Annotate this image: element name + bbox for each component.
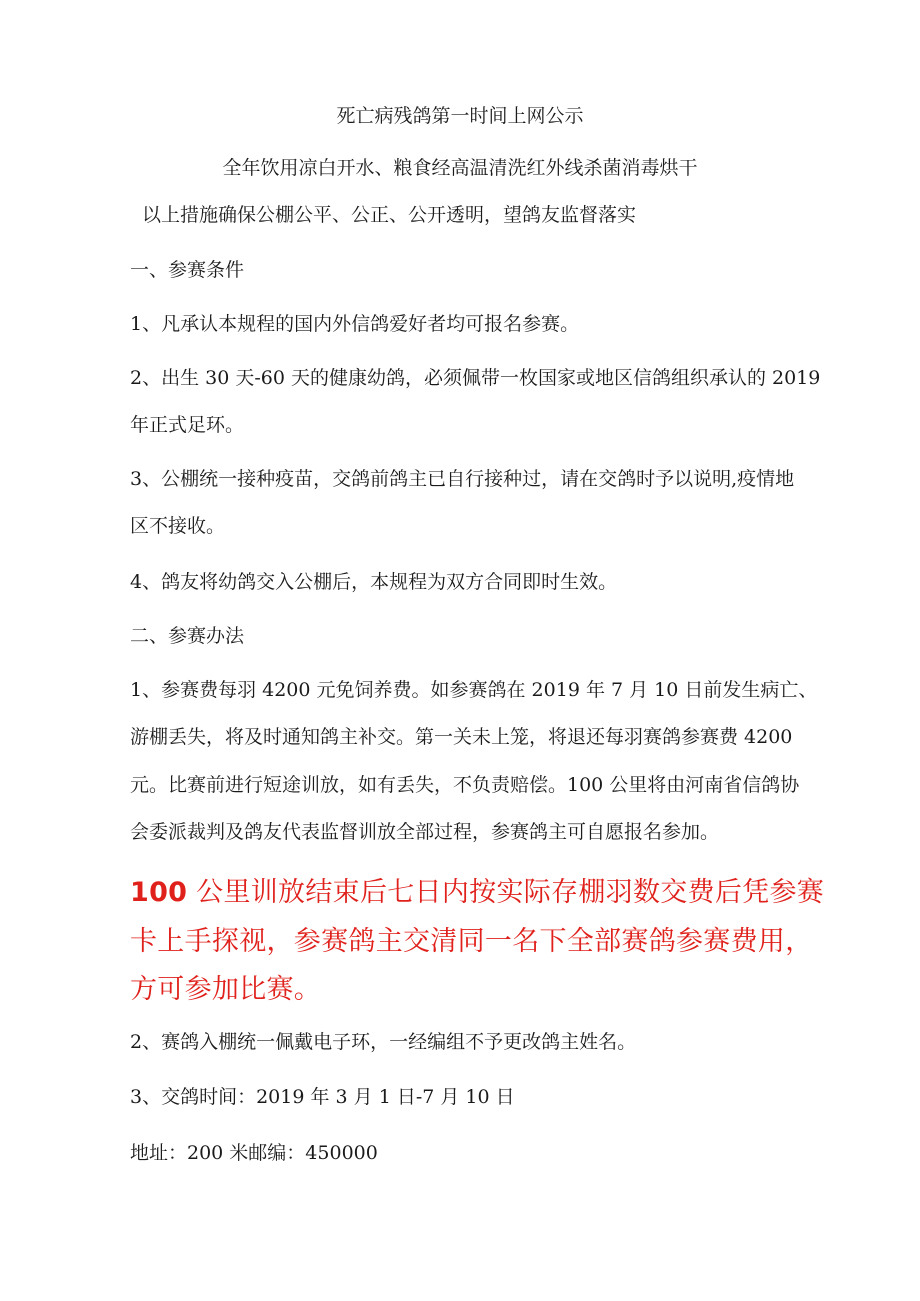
section-1-item-2-line-1: 2、出生 30 天-60 天的健康幼鸽，必须佩带一枚国家或地区信鸽组织承认的 2019 (130, 367, 821, 389)
header-line-1: 死亡病残鸽第一时间上网公示 (336, 105, 584, 127)
section-1-item-4: 4、鸽友将幼鸽交入公棚后，本规程为双方合同即时生效。 (130, 571, 618, 593)
red-notice-line-3: 方可参加比赛。 (130, 974, 322, 1005)
section-2-item-1-line-4: 会委派裁判及鸽友代表监督训放全部过程，参赛鸽主可自愿报名参加。 (130, 821, 720, 843)
red-notice-line-1 (130, 876, 824, 910)
red-notice-text: 公里训放结束后七日内按实际存棚羽数交费后凭参赛 (187, 877, 825, 908)
section-2-item-2: 2、赛鸽入棚统一佩戴电子环，一经编组不予更改鸽主姓名。 (130, 1031, 637, 1053)
section-1-title: 一、参赛条件 (130, 259, 245, 281)
section-1-item-3-line-1: 3、公棚统一接种疫苗，交鸽前鸽主已自行接种过，请在交鸽时予以说明,疫情地 (130, 468, 795, 490)
header-line-3: 以上措施确保公棚公平、公正、公开透明，望鸽友监督落实 (142, 204, 637, 226)
section-2-item-1-line-2: 游棚丢失，将及时通知鸽主补交。第一关未上笼，将退还每羽赛鸽参赛费 4200 (130, 726, 793, 748)
section-2-item-1-line-1: 1、参赛费每羽 4200 元免饲养费。如参赛鸽在 2019 年 7 月 10 日前发生病亡、 (130, 679, 818, 701)
section-2-item-1-line-3: 元。比赛前进行短途训放，如有丢失，不负责赔偿。100 公里将由河南省信鸽协 (130, 774, 800, 796)
address-line: 地址：200 米邮编：450000 (130, 1142, 378, 1164)
section-1-item-2-line-2: 年正式足环。 (130, 414, 245, 436)
section-1-item-1: 1、凡承认本规程的国内外信鸽爱好者均可报名参赛。 (130, 313, 580, 335)
section-2-item-3: 3、交鸽时间：2019 年 3 月 1 日-7 月 10 日 (130, 1086, 515, 1108)
section-1-item-3-line-2: 区不接收。 (130, 515, 226, 537)
red-notice-line-2: 卡上手探视，参赛鸽主交清同一名下全部赛鸽参赛费用， (130, 926, 813, 957)
section-2-title: 二、参赛办法 (130, 625, 245, 647)
header-line-2: 全年饮用凉白开水、粮食经高温清洗红外线杀菌消毒烘干 (222, 157, 698, 179)
red-notice-number: 100 (130, 877, 188, 908)
